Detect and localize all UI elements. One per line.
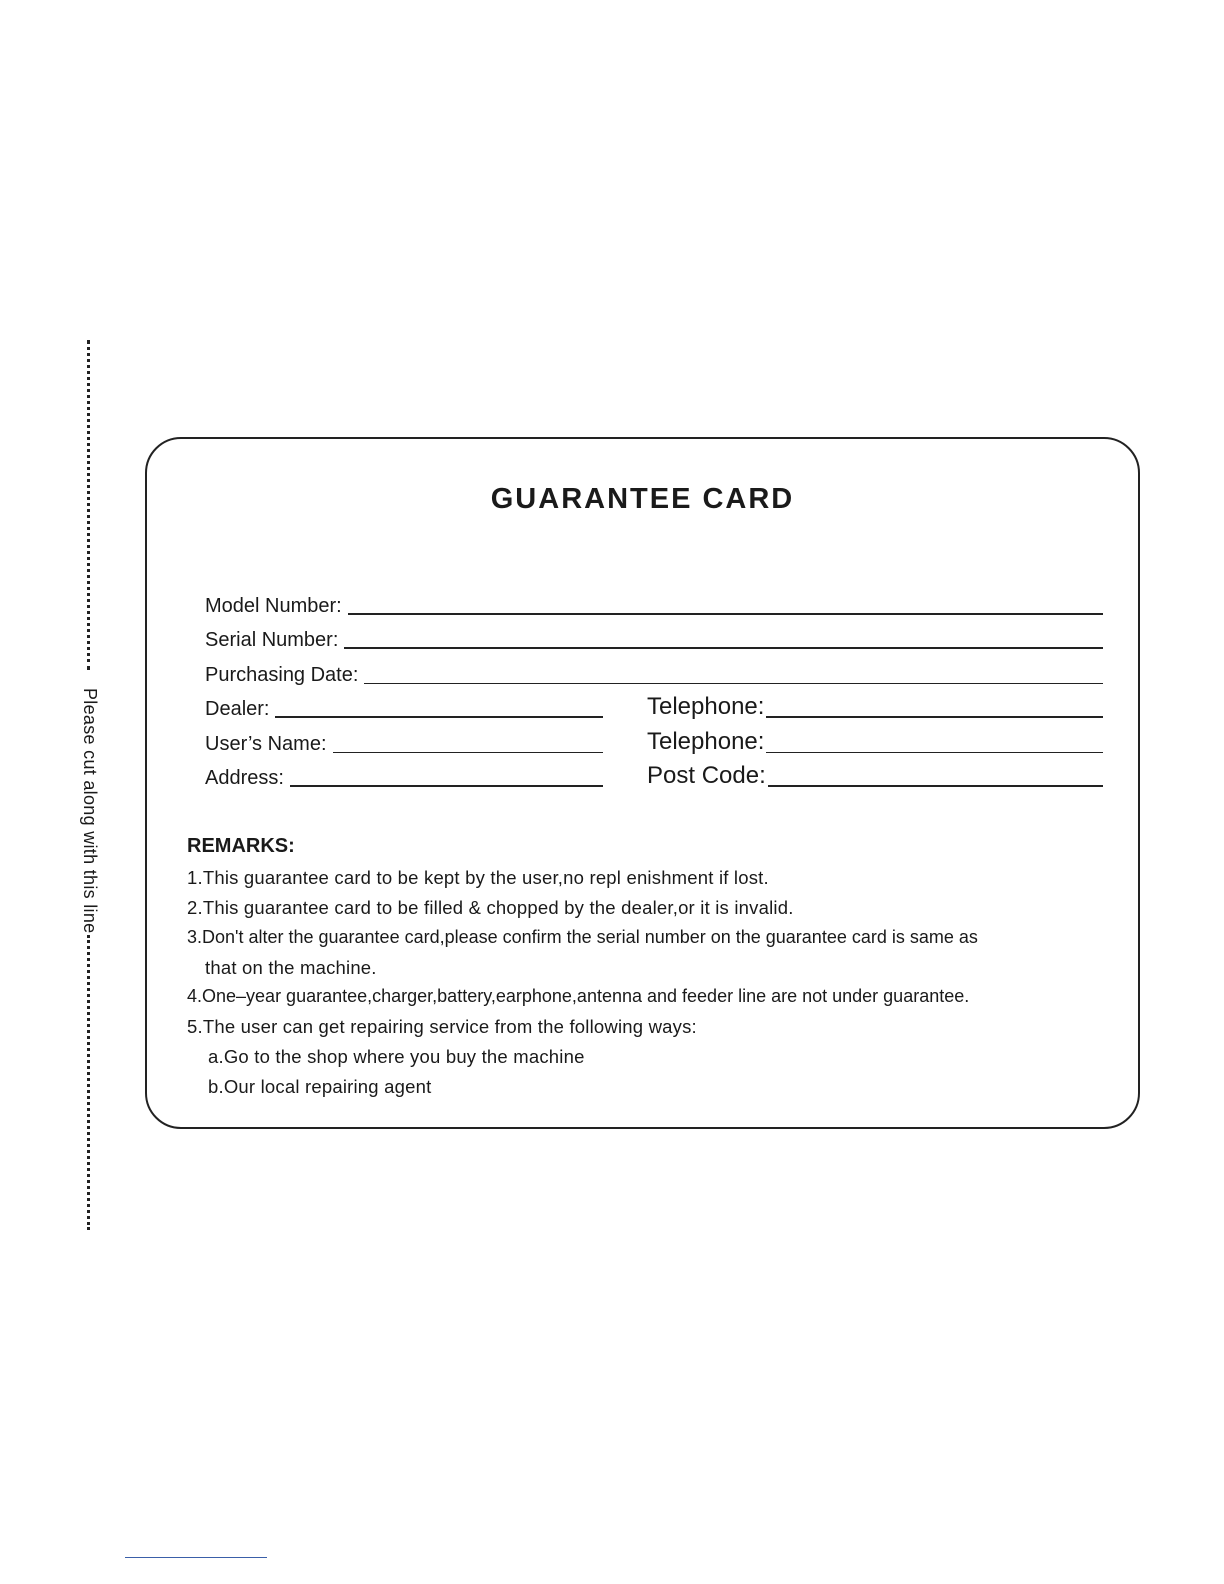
user-telephone-label: Telephone:: [647, 728, 765, 755]
address-label: Address:: [205, 767, 284, 789]
remark-item-5: 5.The user can get repairing service from the following ways:: [187, 1016, 697, 1037]
dealer-telephone-field[interactable]: [647, 694, 1103, 720]
cut-line-upper: [87, 340, 94, 670]
dealer-label: Dealer:: [205, 698, 270, 720]
address-line[interactable]: [290, 785, 603, 787]
dealer-field[interactable]: [205, 698, 603, 720]
post-code-label: Post Code:: [647, 762, 766, 789]
user-telephone-line[interactable]: [766, 752, 1103, 753]
dealer-line[interactable]: [275, 716, 603, 718]
footer-rule: [125, 1557, 267, 1558]
address-field[interactable]: [205, 767, 603, 789]
remark-item-4: 4.One–year guarantee,charger,battery,earphone,antenna and feeder line are not under guarantee.: [187, 986, 970, 1006]
remark-item-3-continued: that on the machine.: [205, 957, 377, 978]
remark-item-3: 3.Don't alter the guarantee card,please confirm the serial number on the guarantee card is same as: [187, 927, 978, 947]
remarks-title: REMARKS:: [187, 835, 295, 857]
dealer-telephone-label: Telephone:: [647, 693, 765, 720]
remark-item-2: 2.This guarantee card to be filled & chopped by the dealer,or it is invalid.: [187, 897, 794, 918]
card-title: GUARANTEE CARD: [490, 483, 795, 515]
purchasing-date-label: Purchasing Date:: [205, 664, 359, 686]
users-name-field[interactable]: [205, 733, 603, 755]
post-code-field[interactable]: [647, 763, 1103, 789]
user-telephone-field[interactable]: [647, 729, 1103, 755]
users-name-label: User’s Name:: [205, 733, 327, 755]
post-code-line[interactable]: [768, 785, 1103, 787]
serial-number-field[interactable]: [205, 629, 1103, 651]
remark-sub-item-b: b.Our local repairing agent: [208, 1076, 432, 1097]
serial-number-line[interactable]: [344, 647, 1103, 649]
remark-item-1: 1.This guarantee card to be kept by the user,no repl enishment if lost.: [187, 867, 769, 888]
remark-sub-item-a: a.Go to the shop where you buy the machine: [208, 1046, 585, 1067]
model-number-line[interactable]: [348, 613, 1103, 615]
users-name-line[interactable]: [333, 752, 603, 753]
model-number-field[interactable]: [205, 595, 1103, 617]
purchasing-date-field[interactable]: [205, 664, 1103, 686]
guarantee-card: [145, 437, 1140, 1129]
cut-instruction: Please cut along with this line: [80, 688, 100, 934]
purchasing-date-line[interactable]: [364, 683, 1103, 684]
model-number-label: Model Number:: [205, 595, 342, 617]
serial-number-label: Serial Number:: [205, 629, 339, 651]
dealer-telephone-line[interactable]: [766, 716, 1103, 718]
cut-line-lower: [87, 935, 94, 1230]
